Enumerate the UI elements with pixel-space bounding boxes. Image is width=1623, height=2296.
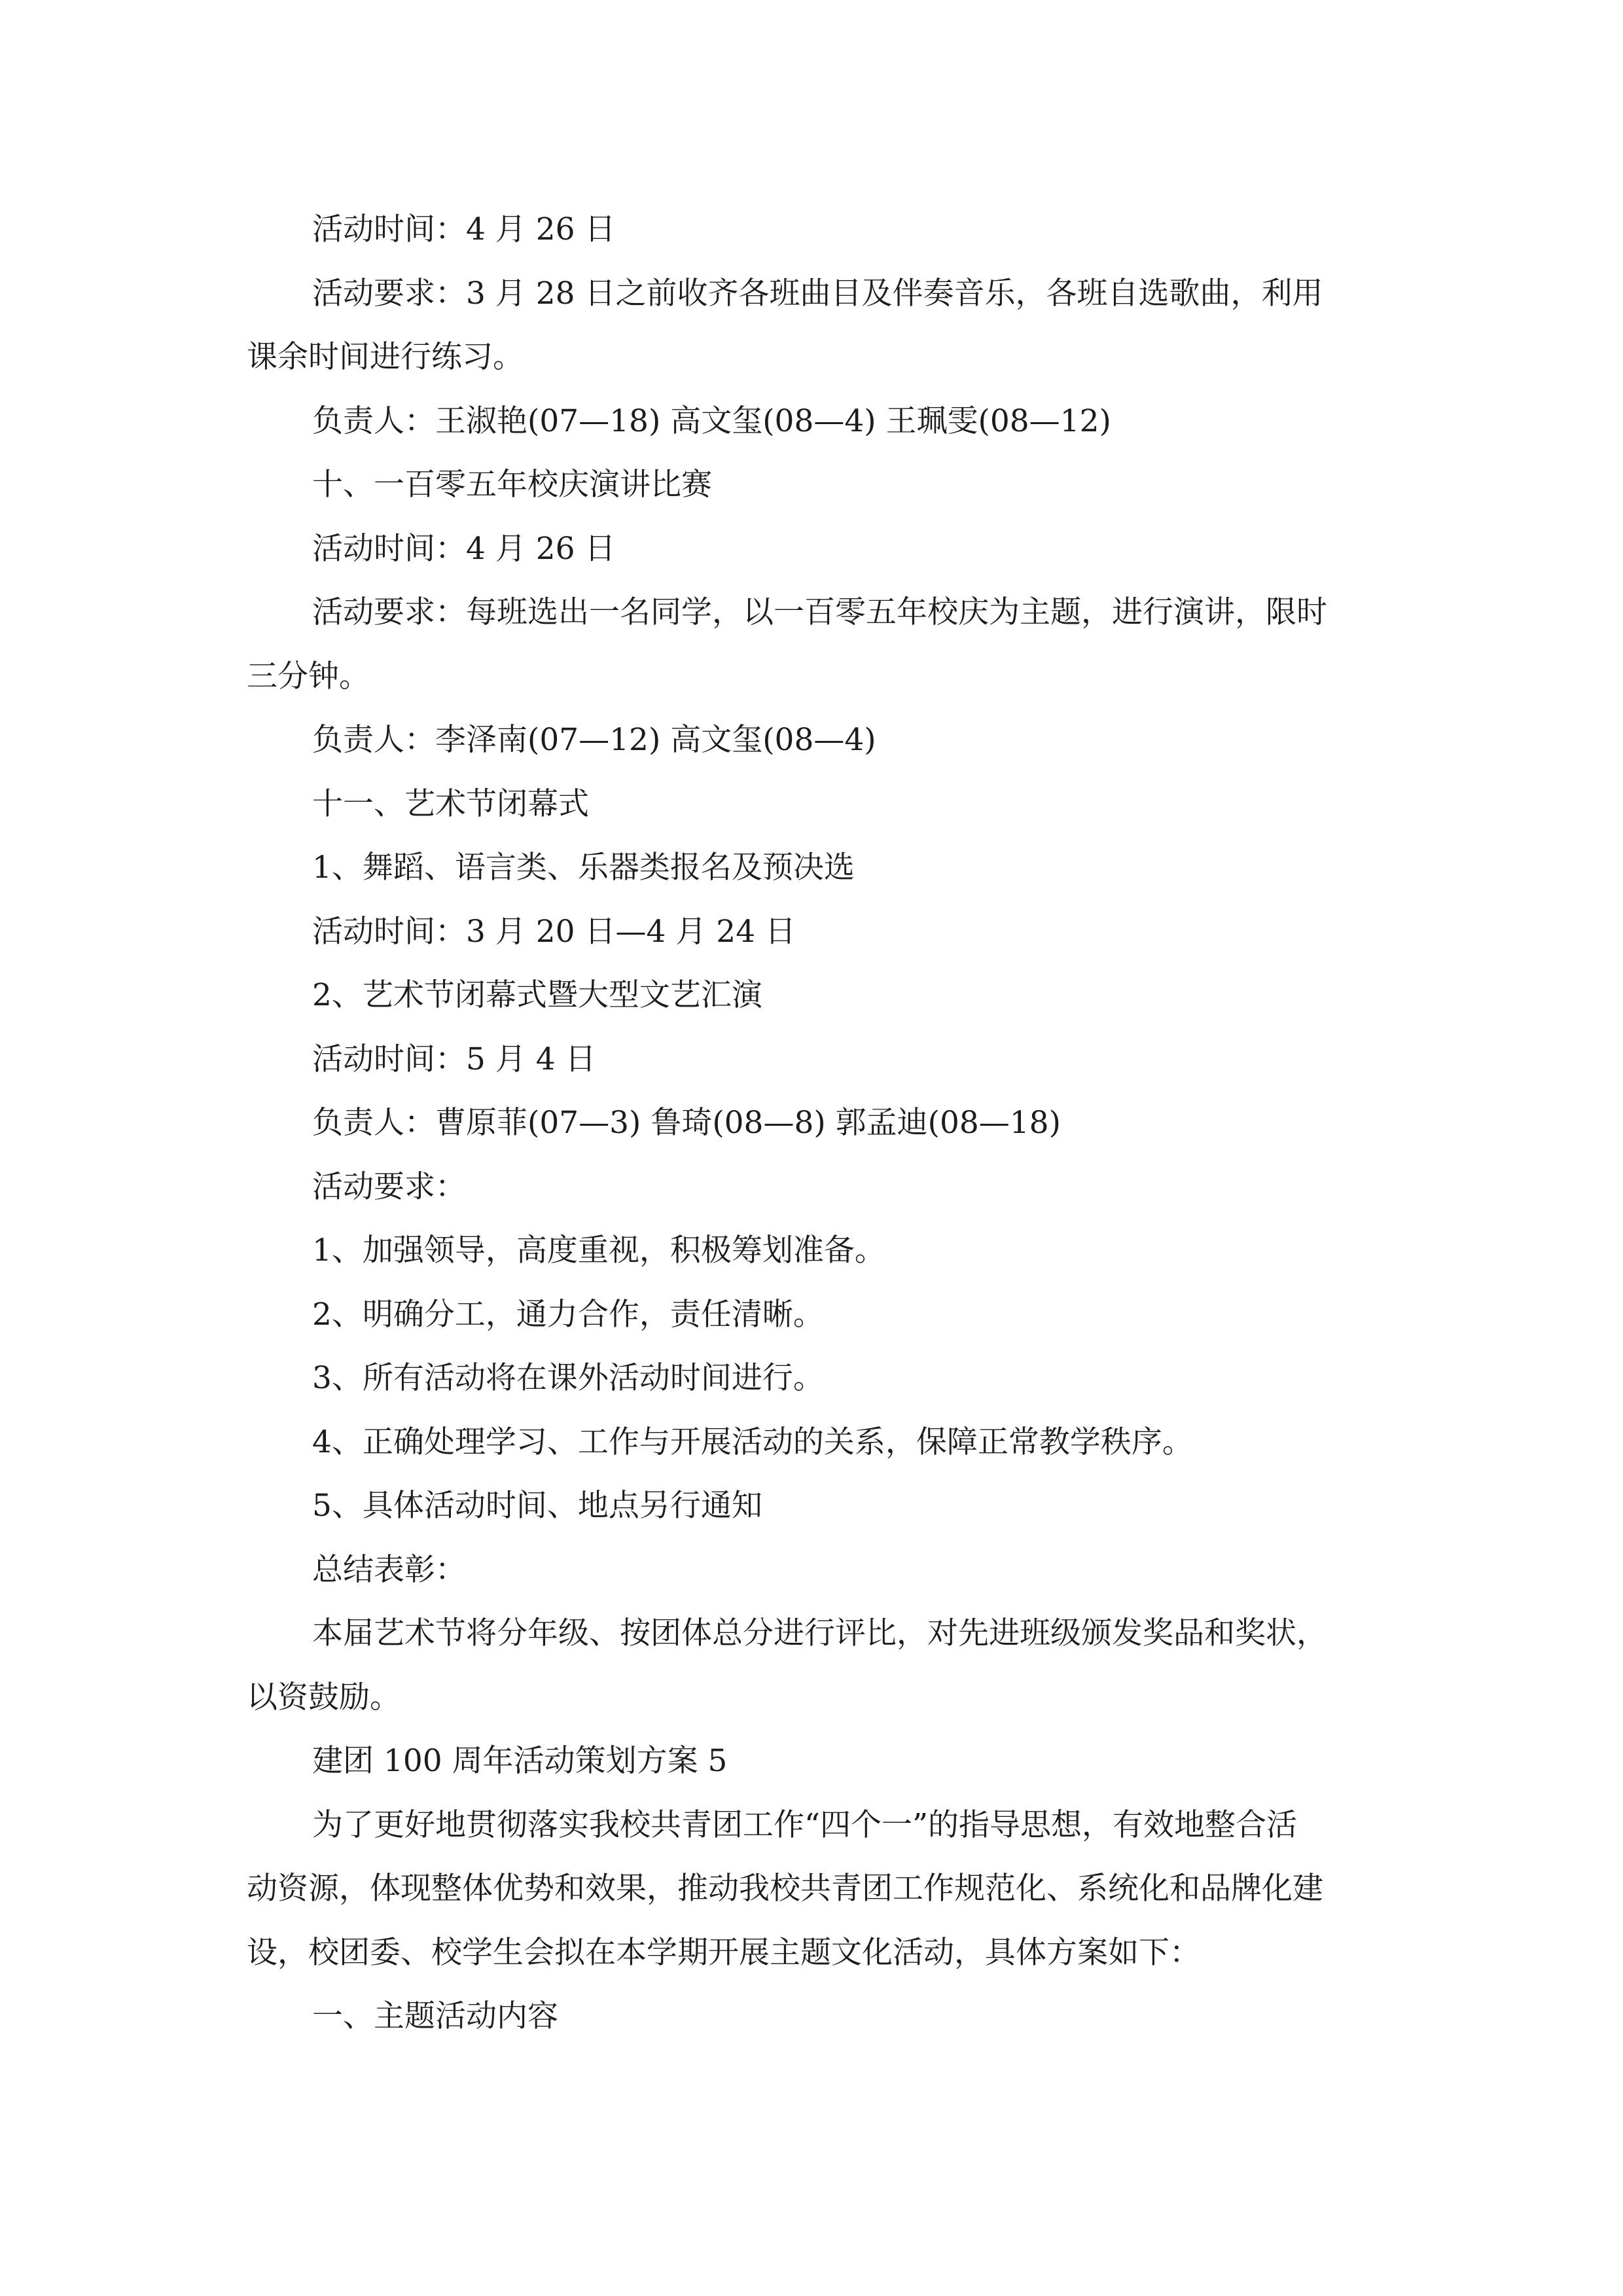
text-line: 活动时间：4 月 26 日: [312, 530, 616, 567]
text-line: 本届艺术节将分年级、按团体总分进行评比，对先进班级颁发奖品和奖状，: [312, 1615, 1327, 1651]
section-heading: 十一、艺术节闭幕式: [312, 785, 589, 822]
list-item: 3、所有活动将在课外活动时间进行。: [312, 1360, 824, 1396]
section-heading: 十、一百零五年校庆演讲比赛: [312, 467, 712, 503]
text-line: 三分钟。: [247, 658, 370, 694]
text-line: 设，校团委、校学生会拟在本学期开展主题文化活动，具体方案如下：: [247, 1934, 1200, 1971]
text-line: 活动时间：5 月 4 日: [312, 1041, 596, 1077]
text-line: 负责人：王淑艳(07—18) 高文玺(08—4) 王珮雯(08—12): [312, 403, 1111, 439]
text-line: 课余时间进行练习。: [247, 339, 524, 375]
document-body: [247, 198, 1399, 2049]
text-line: 为了更好地贯彻落实我校共青团工作“四个一”的指导思想，有效地整合活: [312, 1806, 1298, 1843]
text-line: 活动要求：3 月 28 日之前收齐各班曲目及伴奏音乐，各班自选歌曲，利用: [312, 275, 1323, 312]
list-item: 4、正确处理学习、工作与开展活动的关系，保障正常教学秩序。: [312, 1424, 1193, 1460]
text-line: 1、舞蹈、语言类、乐器类报名及预决选: [312, 850, 855, 886]
list-item: 5、具体活动时间、地点另行通知: [312, 1488, 762, 1524]
text-line: 总结表彰：: [312, 1551, 466, 1588]
text-line: 活动要求：: [312, 1168, 466, 1205]
section-title: 建团 100 周年活动策划方案 5: [312, 1743, 728, 1779]
text-line: 负责人：曹原菲(07—3) 鲁琦(08—8) 郭孟迪(08—18): [312, 1105, 1061, 1141]
list-item: 2、明确分工，通力合作，责任清晰。: [312, 1296, 824, 1333]
text-line: 以资鼓励。: [247, 1679, 401, 1715]
section-heading: 一、主题活动内容: [312, 1998, 558, 2034]
text-line: 活动要求：每班选出一名同学，以一百零五年校庆为主题，进行演讲，限时: [312, 594, 1327, 630]
text-line: 2、艺术节闭幕式暨大型文艺汇演: [312, 977, 762, 1013]
text-line: 动资源，体现整体优势和效果，推动我校共青团工作规范化、系统化和品牌化建: [247, 1871, 1323, 1907]
text-line: 活动时间：4 月 26 日: [312, 211, 616, 247]
text-line: 负责人：李泽南(07—12) 高文玺(08—4): [312, 722, 876, 758]
text-line: 活动时间：3 月 20 日—4 月 24 日: [312, 913, 796, 950]
list-item: 1、加强领导，高度重视，积极筹划准备。: [312, 1232, 885, 1268]
